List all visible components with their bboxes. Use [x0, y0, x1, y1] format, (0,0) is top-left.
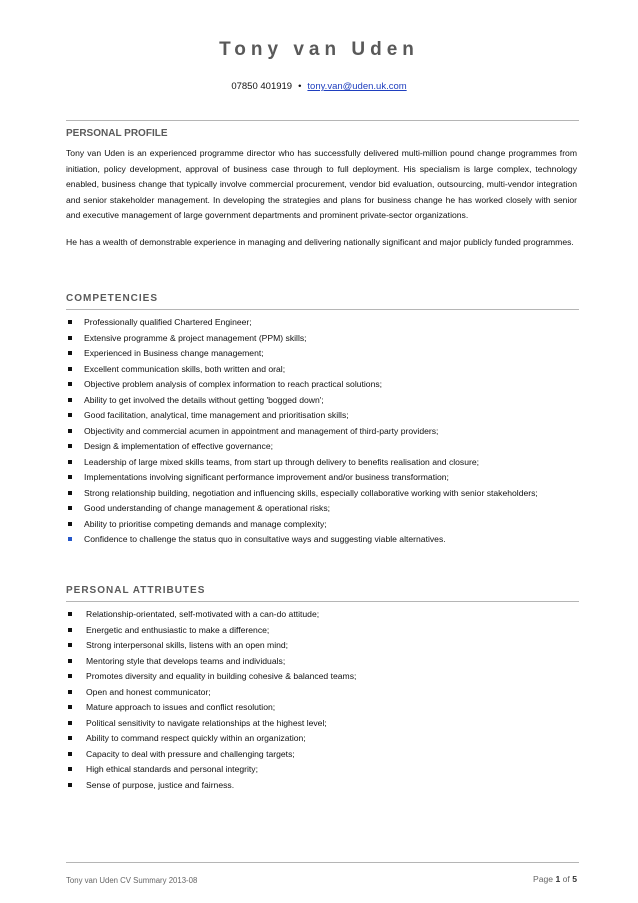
profile-paragraph: Tony van Uden is an experienced programme director who has successfully delivered multi-million pound change programmes from initiation, policy development, approval of business case through to full deployment. His specialism is large complex, technology enabled, business change that typically involve commercial procurement, vendor bid evaluation, outsourcing, multi-vendor integration and senior stakeholder management. In developing the strategies and plans for business change he has worked closely with senior and executive management of large government departments and prominent private-sector organizations. — [66, 148, 577, 220]
page-of: of — [562, 874, 570, 884]
section-title-profile: PERSONAL PROFILE — [66, 128, 168, 139]
bullet-square-icon — [68, 382, 72, 386]
page-number — [533, 874, 577, 884]
list-item: Ability to get involved the details without getting 'bogged down'; — [66, 393, 579, 409]
person-name: Tony van Uden — [219, 39, 419, 60]
bullet-square-icon — [68, 659, 72, 663]
section-title-attributes: PERSONAL ATTRIBUTES — [66, 585, 206, 596]
bullet-square-icon — [68, 475, 72, 479]
footer-divider — [66, 862, 579, 863]
bullet-square-icon — [68, 612, 72, 616]
phone-number: 07850 401919 — [231, 81, 293, 92]
list-item: Ability to prioritise competing demands and manage complexity; — [66, 517, 579, 533]
divider — [66, 120, 579, 121]
page-total: 5 — [572, 874, 577, 884]
bullet-square-icon — [68, 320, 72, 324]
footer-document-title: Tony van Uden CV Summary 2013-08 — [66, 876, 198, 885]
bullet-separator: • — [298, 81, 302, 92]
bullet-square-icon — [68, 413, 72, 417]
list-item: Objective problem analysis of complex information to reach practical solutions; — [66, 377, 579, 393]
list-item: Strong relationship building, negotiation and influencing skills, especially collaborative working with senior stakeholders; — [66, 486, 579, 502]
bullet-square-icon — [68, 783, 72, 787]
bullet-square-icon — [68, 705, 72, 709]
bullet-square-icon — [68, 767, 72, 771]
bullet-square-icon — [68, 736, 72, 740]
list-item: Strong interpersonal skills, listens with an open mind; — [66, 638, 579, 654]
list-item: Capacity to deal with pressure and challenging targets; — [66, 747, 579, 763]
bullet-square-icon — [68, 351, 72, 355]
bullet-square-icon — [68, 336, 72, 340]
page-current: 1 — [555, 874, 561, 884]
list-item: Good facilitation, analytical, time management and prioritisation skills; — [66, 408, 579, 424]
list-item: Confidence to challenge the status quo in consultative ways and suggesting viable alternatives. — [66, 532, 579, 548]
bullet-square-icon — [68, 491, 72, 495]
list-item: Good understanding of change management & operational risks; — [66, 501, 579, 517]
list-item: Objectivity and commercial acumen in appointment and management of third-party providers; — [66, 424, 579, 440]
page-label: Page — [533, 874, 554, 884]
list-item: Open and honest communicator; — [66, 685, 579, 701]
bullet-square-icon — [68, 429, 72, 433]
bullet-square-icon — [68, 537, 72, 541]
list-item: Mature approach to issues and conflict resolution; — [66, 700, 579, 716]
bullet-square-icon — [68, 628, 72, 632]
list-item: Design & implementation of effective governance; — [66, 439, 579, 455]
bullet-square-icon — [68, 690, 72, 694]
list-item: Implementations involving significant performance improvement and/or business transformation; — [66, 470, 579, 486]
list-item: Sense of purpose, justice and fairness. — [66, 778, 579, 794]
list-item: Experienced in Business change management; — [66, 346, 579, 362]
list-item: Mentoring style that develops teams and individuals; — [66, 654, 579, 670]
bullet-square-icon — [68, 398, 72, 402]
section-title-competencies: COMPETENCIES — [66, 293, 159, 304]
list-item: High ethical standards and personal integrity; — [66, 762, 579, 778]
list-item: Relationship-orientated, self-motivated with a can-do attitude; — [66, 607, 579, 623]
bullet-square-icon — [68, 522, 72, 526]
list-item: Extensive programme & project management (PPM) skills; — [66, 331, 579, 347]
email-link[interactable]: tony.van@uden.uk.com — [307, 81, 407, 92]
list-item: Professionally qualified Chartered Engineer; — [66, 315, 579, 331]
bullet-square-icon — [68, 752, 72, 756]
list-item: Political sensitivity to navigate relationships at the highest level; — [66, 716, 579, 732]
list-item: Energetic and enthusiastic to make a difference; — [66, 623, 579, 639]
bullet-square-icon — [68, 721, 72, 725]
list-item: Excellent communication skills, both written and oral; — [66, 362, 579, 378]
bullet-square-icon — [68, 367, 72, 371]
bullet-square-icon — [68, 444, 72, 448]
bullet-square-icon — [68, 643, 72, 647]
divider — [66, 309, 579, 310]
competencies-list — [66, 315, 579, 548]
divider — [66, 601, 579, 602]
attributes-list — [66, 607, 579, 793]
bullet-square-icon — [68, 674, 72, 678]
list-item: Leadership of large mixed skills teams, from start up through delivery to benefits realisation and closure; — [66, 455, 579, 471]
list-item: Ability to command respect quickly within an organization; — [66, 731, 579, 747]
contact-line — [0, 81, 638, 92]
bullet-square-icon — [68, 460, 72, 464]
bullet-square-icon — [68, 506, 72, 510]
list-item: Promotes diversity and equality in building cohesive & balanced teams; — [66, 669, 579, 685]
profile-paragraph: He has a wealth of demonstrable experience in managing and delivering nationally significant and major publicly funded programmes. — [66, 237, 574, 247]
